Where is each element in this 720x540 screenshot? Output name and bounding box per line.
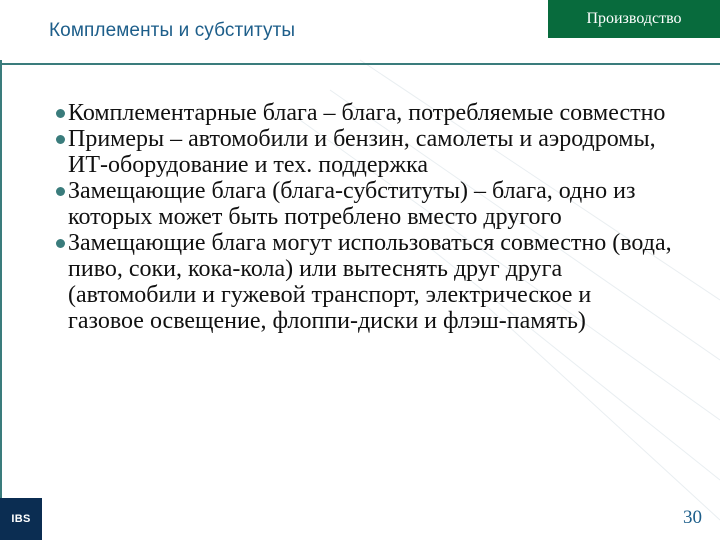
bullet-item <box>52 178 672 230</box>
section-tab: Производство <box>548 0 720 38</box>
bullet-item <box>52 100 672 126</box>
bullet-dot-icon <box>56 135 65 144</box>
bullet-text: Замещающие блага (блага-субституты) – блага, одно из которых может быть потреблено вместо другого <box>68 178 636 230</box>
bullet-dot-icon <box>56 239 65 248</box>
company-logo: IBS <box>0 498 42 540</box>
bullet-dot-icon <box>56 109 65 118</box>
bullet-item <box>52 230 672 334</box>
bullet-text: Комплементарные блага – блага, потребляемые совместно <box>68 100 666 126</box>
bullet-item <box>52 126 672 178</box>
slide-title: Комплементы и субституты <box>49 20 296 41</box>
bullet-text: Замещающие блага могут использоваться совместно (вода, пиво, соки, кока-кола) или вытеснять друг друга (автомобили и гужевой транспорт, электрическое и газовое освещение, флоппи-диски и флэш-память) <box>68 230 672 334</box>
title-rule <box>0 63 720 65</box>
bullet-dot-icon <box>56 187 65 196</box>
left-rule <box>0 60 2 540</box>
bullet-list <box>52 100 672 334</box>
page-number: 30 <box>683 507 702 528</box>
bullet-text: Примеры – автомобили и бензин, самолеты и аэродромы, ИТ-оборудование и тех. поддержка <box>68 126 656 178</box>
